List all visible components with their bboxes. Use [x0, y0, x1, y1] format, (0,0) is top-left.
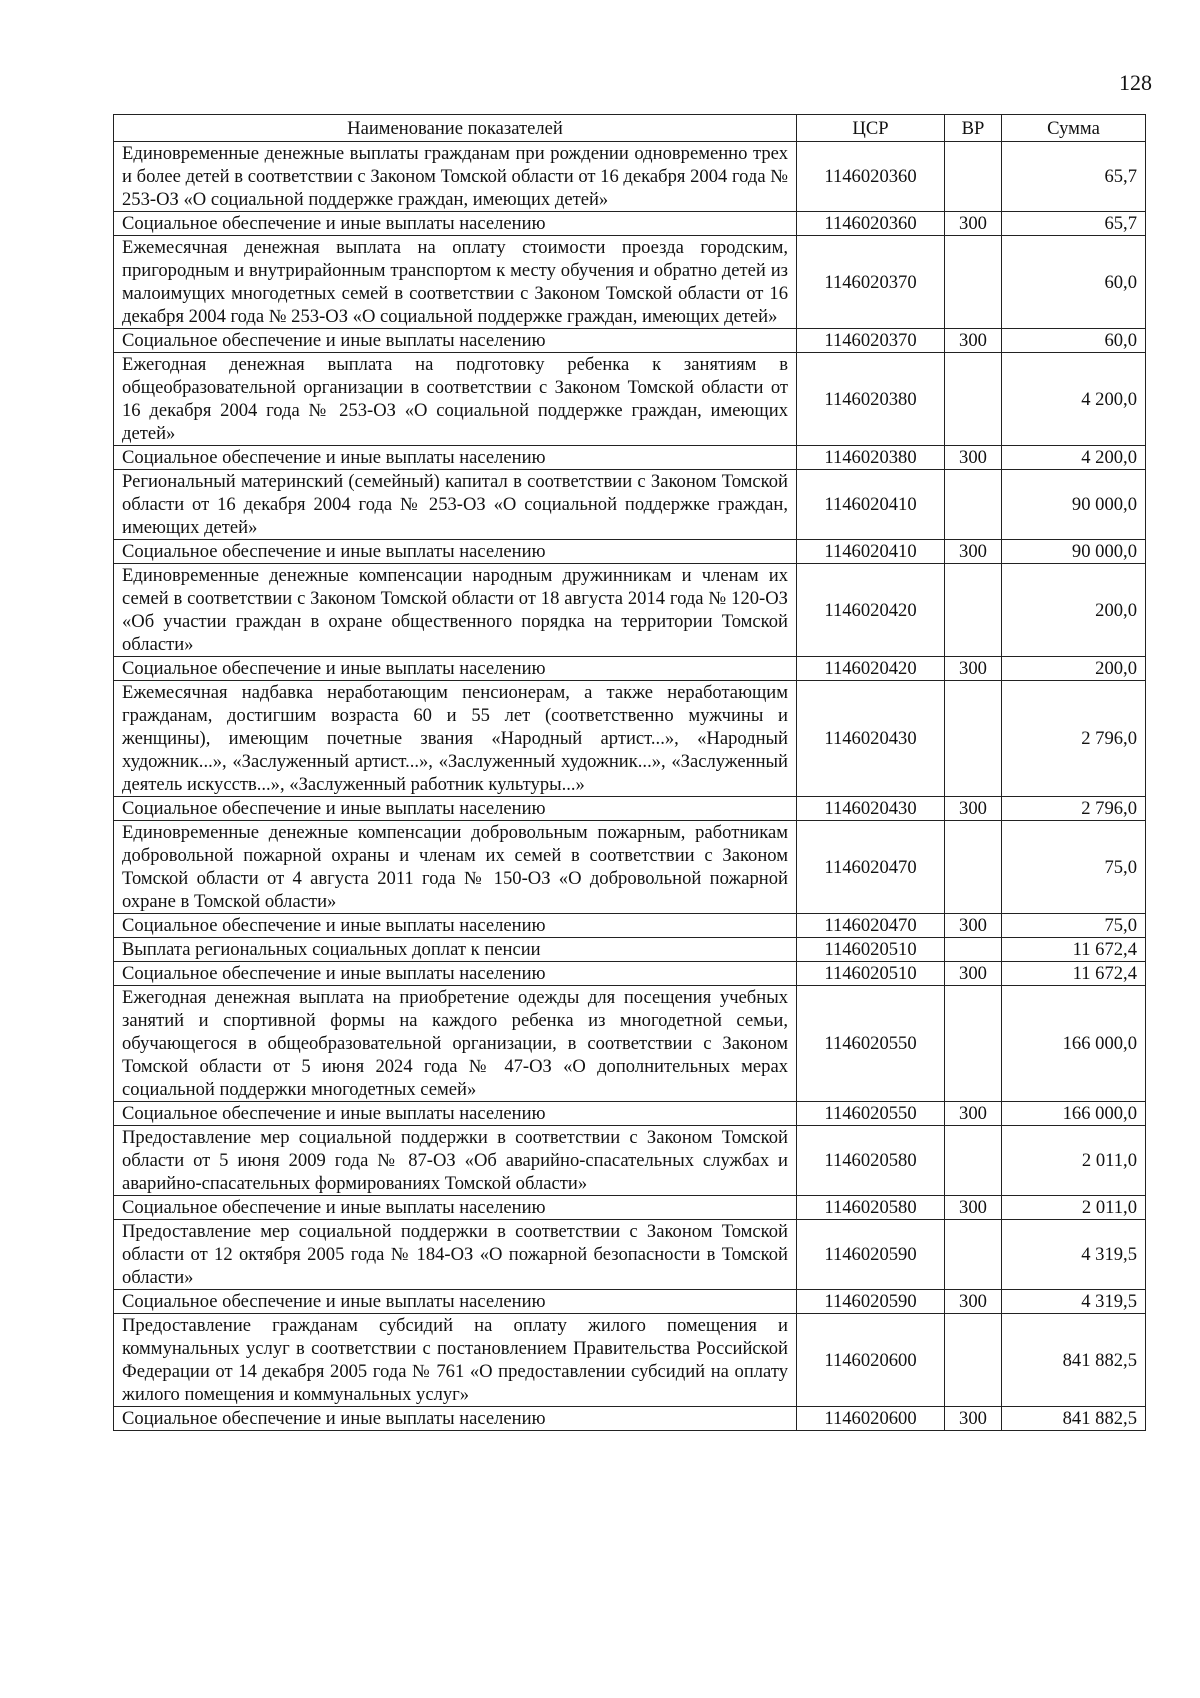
cell-csr: 1146020420: [797, 564, 945, 657]
table-row: [114, 142, 1146, 212]
cell-name: Социальное обеспечение и иные выплаты населению: [114, 1290, 797, 1314]
cell-name: Единовременные денежные компенсации народным дружинникам и членам их семей в соответствии с Законом Томской области от 18 августа 2014 года № 120-ОЗ «Об участии граждан в охране общественного порядка на территории Томской области»: [114, 564, 797, 657]
cell-sum: 2 796,0: [1002, 797, 1146, 821]
table-body: [114, 142, 1146, 1431]
cell-csr: 1146020590: [797, 1220, 945, 1290]
cell-sum: 166 000,0: [1002, 986, 1146, 1102]
cell-name: Социальное обеспечение и иные выплаты населению: [114, 962, 797, 986]
cell-name: Социальное обеспечение и иные выплаты населению: [114, 1102, 797, 1126]
cell-sum: 75,0: [1002, 821, 1146, 914]
cell-name: Ежегодная денежная выплата на приобретение одежды для посещения учебных занятий и спортивной формы на каждого ребенка из многодетной семьи, обучающегося в общеобразовательной организации, в соответствии с Законом Томской области от 5 июня 2024 года № 47-ОЗ «О дополнительных мерах социальной поддержки многодетных семей»: [114, 986, 797, 1102]
cell-sum: 4 200,0: [1002, 446, 1146, 470]
cell-name: Социальное обеспечение и иные выплаты населению: [114, 212, 797, 236]
table-row: [114, 446, 1146, 470]
cell-name: Социальное обеспечение и иные выплаты населению: [114, 540, 797, 564]
cell-vr: 300: [945, 329, 1002, 353]
table-row: [114, 1314, 1146, 1407]
cell-vr: 300: [945, 1102, 1002, 1126]
cell-csr: 1146020470: [797, 821, 945, 914]
cell-sum: 90 000,0: [1002, 540, 1146, 564]
header-name: Наименование показателей: [114, 115, 797, 142]
cell-csr: 1146020370: [797, 236, 945, 329]
table-row: [114, 821, 1146, 914]
cell-sum: 2 011,0: [1002, 1126, 1146, 1196]
cell-csr: 1146020380: [797, 446, 945, 470]
cell-sum: 11 672,4: [1002, 938, 1146, 962]
cell-csr: 1146020420: [797, 657, 945, 681]
cell-name: Предоставление гражданам субсидий на оплату жилого помещения и коммунальных услуг в соответствии с постановлением Правительства Российской Федерации от 14 декабря 2005 года № 761 «О предоставлении субсидий на оплату жилого помещения и коммунальных услуг»: [114, 1314, 797, 1407]
cell-sum: 166 000,0: [1002, 1102, 1146, 1126]
cell-csr: 1146020430: [797, 681, 945, 797]
cell-name: Единовременные денежные компенсации добровольным пожарным, работникам добровольной пожарной охраны и членам их семей в соответствии с Законом Томской области от 4 августа 2011 года № 150-ОЗ «О добровольной пожарной охране в Томской области»: [114, 821, 797, 914]
cell-csr: 1146020600: [797, 1314, 945, 1407]
cell-vr: [945, 1220, 1002, 1290]
cell-sum: 841 882,5: [1002, 1314, 1146, 1407]
cell-csr: 1146020580: [797, 1126, 945, 1196]
table-row: [114, 681, 1146, 797]
table-row: [114, 986, 1146, 1102]
cell-sum: 2 011,0: [1002, 1196, 1146, 1220]
table-row: [114, 1290, 1146, 1314]
table-row: [114, 540, 1146, 564]
cell-sum: 4 319,5: [1002, 1220, 1146, 1290]
table-row: [114, 564, 1146, 657]
table-row: [114, 212, 1146, 236]
cell-name: Единовременные денежные выплаты гражданам при рождении одновременно трех и более детей в соответствии с Законом Томской области от 16 декабря 2004 года № 253-ОЗ «О социальной поддержке граждан, имеющих детей»: [114, 142, 797, 212]
cell-csr: 1146020430: [797, 797, 945, 821]
cell-sum: 200,0: [1002, 564, 1146, 657]
table-header-row: [114, 115, 1146, 142]
table-row: [114, 236, 1146, 329]
header-csr: ЦСР: [797, 115, 945, 142]
cell-csr: 1146020370: [797, 329, 945, 353]
cell-name: Социальное обеспечение и иные выплаты населению: [114, 446, 797, 470]
cell-vr: [945, 1314, 1002, 1407]
cell-csr: 1146020600: [797, 1407, 945, 1431]
cell-vr: [945, 1126, 1002, 1196]
cell-name: Социальное обеспечение и иные выплаты населению: [114, 914, 797, 938]
cell-name: Социальное обеспечение и иные выплаты населению: [114, 329, 797, 353]
cell-vr: 300: [945, 212, 1002, 236]
cell-name: Ежегодная денежная выплата на подготовку ребенка к занятиям в общеобразовательной организации в соответствии с Законом Томской области от 16 декабря 2004 года № 253-ОЗ «О социальной поддержке граждан, имеющих детей»: [114, 353, 797, 446]
cell-sum: 841 882,5: [1002, 1407, 1146, 1431]
cell-vr: [945, 938, 1002, 962]
cell-sum: 60,0: [1002, 329, 1146, 353]
cell-vr: 300: [945, 1407, 1002, 1431]
page-number: 128: [1119, 70, 1152, 95]
cell-sum: 90 000,0: [1002, 470, 1146, 540]
cell-sum: 60,0: [1002, 236, 1146, 329]
cell-csr: 1146020510: [797, 962, 945, 986]
cell-sum: 65,7: [1002, 212, 1146, 236]
cell-name: Социальное обеспечение и иные выплаты населению: [114, 797, 797, 821]
cell-vr: [945, 986, 1002, 1102]
cell-csr: 1146020360: [797, 212, 945, 236]
header-sum: Сумма: [1002, 115, 1146, 142]
cell-csr: 1146020470: [797, 914, 945, 938]
cell-sum: 4 200,0: [1002, 353, 1146, 446]
table-row: [114, 657, 1146, 681]
cell-vr: 300: [945, 540, 1002, 564]
cell-csr: 1146020550: [797, 1102, 945, 1126]
cell-csr: 1146020410: [797, 470, 945, 540]
budget-table: [113, 114, 1146, 1431]
cell-name: Предоставление мер социальной поддержки в соответствии с Законом Томской области от 5 июня 2009 года № 87-ОЗ «Об аварийно-спасательных службах и аварийно-спасательных формированиях Томской области»: [114, 1126, 797, 1196]
table-row: [114, 1196, 1146, 1220]
cell-vr: 300: [945, 962, 1002, 986]
cell-name: Социальное обеспечение и иные выплаты населению: [114, 1196, 797, 1220]
cell-sum: 75,0: [1002, 914, 1146, 938]
cell-csr: 1146020590: [797, 1290, 945, 1314]
cell-name: Предоставление мер социальной поддержки в соответствии с Законом Томской области от 12 октября 2005 года № 184-ОЗ «О пожарной безопасности в Томской области»: [114, 1220, 797, 1290]
cell-sum: 11 672,4: [1002, 962, 1146, 986]
cell-vr: 300: [945, 914, 1002, 938]
cell-csr: 1146020550: [797, 986, 945, 1102]
table-row: [114, 797, 1146, 821]
table-row: [114, 1102, 1146, 1126]
cell-vr: [945, 821, 1002, 914]
cell-name: Социальное обеспечение и иные выплаты населению: [114, 1407, 797, 1431]
table-row: [114, 329, 1146, 353]
cell-vr: 300: [945, 1290, 1002, 1314]
cell-sum: 65,7: [1002, 142, 1146, 212]
cell-vr: 300: [945, 797, 1002, 821]
table-row: [114, 962, 1146, 986]
cell-name: Ежемесячная денежная выплата на оплату стоимости проезда городским, пригородным и внутрирайонным транспортом к месту обучения и обратно детей из малоимущих многодетных семей в соответствии с Законом Томской области от 16 декабря 2004 года № 253-ОЗ «О социальной поддержке граждан, имеющих детей»: [114, 236, 797, 329]
cell-vr: 300: [945, 446, 1002, 470]
table-row: [114, 470, 1146, 540]
table-row: [114, 1220, 1146, 1290]
cell-name: Социальное обеспечение и иные выплаты населению: [114, 657, 797, 681]
cell-sum: 2 796,0: [1002, 681, 1146, 797]
cell-csr: 1146020580: [797, 1196, 945, 1220]
cell-csr: 1146020380: [797, 353, 945, 446]
cell-vr: [945, 353, 1002, 446]
cell-vr: [945, 236, 1002, 329]
cell-vr: [945, 564, 1002, 657]
cell-sum: 4 319,5: [1002, 1290, 1146, 1314]
cell-csr: 1146020510: [797, 938, 945, 962]
cell-vr: [945, 142, 1002, 212]
table-row: [114, 353, 1146, 446]
table-row: [114, 1407, 1146, 1431]
cell-vr: [945, 470, 1002, 540]
cell-name: Выплата региональных социальных доплат к пенсии: [114, 938, 797, 962]
table-row: [114, 938, 1146, 962]
cell-name: Региональный материнский (семейный) капитал в соответствии с Законом Томской области от 16 декабря 2004 года № 253-ОЗ «О социальной поддержке граждан, имеющих детей»: [114, 470, 797, 540]
cell-vr: 300: [945, 1196, 1002, 1220]
cell-csr: 1146020410: [797, 540, 945, 564]
cell-vr: 300: [945, 657, 1002, 681]
cell-name: Ежемесячная надбавка неработающим пенсионерам, а также неработающим гражданам, достигшим возраста 60 и 55 лет (соответственно мужчины и женщины), имеющим почетные звания «Народный артист...», «Народный художник...», «Заслуженный артист...», «Заслуженный художник...», «Заслуженный деятель искусств...», «Заслуженный работник культуры...»: [114, 681, 797, 797]
cell-csr: 1146020360: [797, 142, 945, 212]
table-row: [114, 914, 1146, 938]
cell-sum: 200,0: [1002, 657, 1146, 681]
table-row: [114, 1126, 1146, 1196]
header-vr: ВР: [945, 115, 1002, 142]
cell-vr: [945, 681, 1002, 797]
